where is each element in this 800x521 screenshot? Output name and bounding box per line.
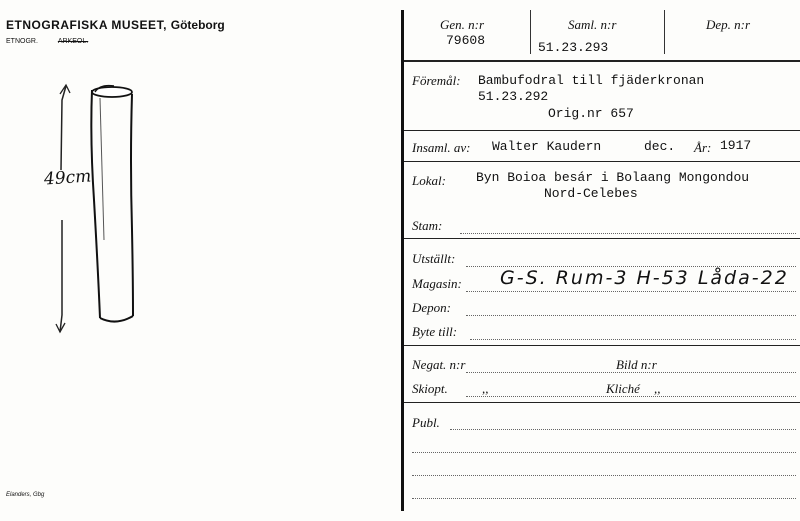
printer-mark: Elanders, Gbg <box>6 492 45 498</box>
magasin-label: Magasin: <box>412 276 462 291</box>
kliche-label: Kliché <box>606 381 640 396</box>
bild-label: Bild n:r <box>616 357 657 372</box>
year-value: 1917 <box>720 138 752 153</box>
publ-dotline-1 <box>450 428 796 430</box>
publ-dotline-4 <box>412 497 796 499</box>
lokal-line1: Byn Boioa besár i Bolaang Mongondou <box>476 170 750 185</box>
museum-heading <box>6 18 225 32</box>
stam-dotline <box>460 232 796 234</box>
saml-label: Saml. n:r <box>568 17 617 32</box>
department-line <box>6 38 88 45</box>
stam-rule <box>404 238 800 239</box>
card-divider <box>401 10 404 511</box>
stam-label: Stam: <box>412 218 443 233</box>
skiopt-rule <box>404 402 800 403</box>
skiopt-mark: ,, <box>482 381 489 396</box>
insaml-rule <box>404 161 800 162</box>
header-rule <box>404 60 800 62</box>
publ-dotline-3 <box>412 474 796 476</box>
bamboo-case-drawing <box>40 80 150 340</box>
skiopt-label: Skiopt. <box>412 381 448 396</box>
department-struck-label: ARKEOL. <box>57 38 89 45</box>
collector-value: Walter Kaudern <box>492 139 602 154</box>
saml-value: 51.23.293 <box>538 40 609 55</box>
magasin-dotline <box>466 290 796 292</box>
publ-dotline-2 <box>412 451 796 453</box>
insaml-label: Insaml. av: <box>412 140 471 155</box>
utstallt-label: Utställt: <box>412 251 456 266</box>
lokal-line2: Nord-Celebes <box>544 186 638 201</box>
year-label: År: <box>694 140 712 155</box>
foremal-line1: Bambufodral till fjäderkronan <box>478 73 705 88</box>
skiopt-dotline <box>466 395 796 397</box>
byte-label: Byte till: <box>412 324 458 339</box>
foremal-line3: Orig.nr 657 <box>548 106 634 121</box>
gen-label: Gen. n:r <box>440 17 485 32</box>
depon-label: Depon: <box>412 300 451 315</box>
negat-label: Negat. n:r <box>412 357 466 372</box>
dep-label: Dep. n:r <box>706 17 751 32</box>
kliche-mark: ,, <box>654 381 661 396</box>
byte-rule <box>404 345 800 346</box>
foremal-label: Föremål: <box>412 73 461 88</box>
magasin-value: G-S. Rum-3 H-53 Låda-22 <box>500 267 789 289</box>
depon-dotline <box>466 314 796 316</box>
month-value: dec. <box>644 139 676 154</box>
publ-label: Publ. <box>412 415 440 430</box>
negat-dotline <box>466 371 796 373</box>
museum-city: Göteborg <box>170 18 225 32</box>
department-label: ETNOGR. <box>6 38 38 45</box>
byte-dotline <box>470 338 796 340</box>
foremal-line2: 51.23.292 <box>478 89 549 104</box>
header-divider-2 <box>664 10 665 54</box>
foremal-rule <box>404 130 800 131</box>
header-divider-1 <box>530 10 531 54</box>
lokal-label: Lokal: <box>412 173 446 188</box>
measurement-label: 49cm <box>43 166 92 190</box>
gen-value: 79608 <box>446 33 486 48</box>
museum-name: ETNOGRAFISKA MUSEET, <box>6 18 167 32</box>
